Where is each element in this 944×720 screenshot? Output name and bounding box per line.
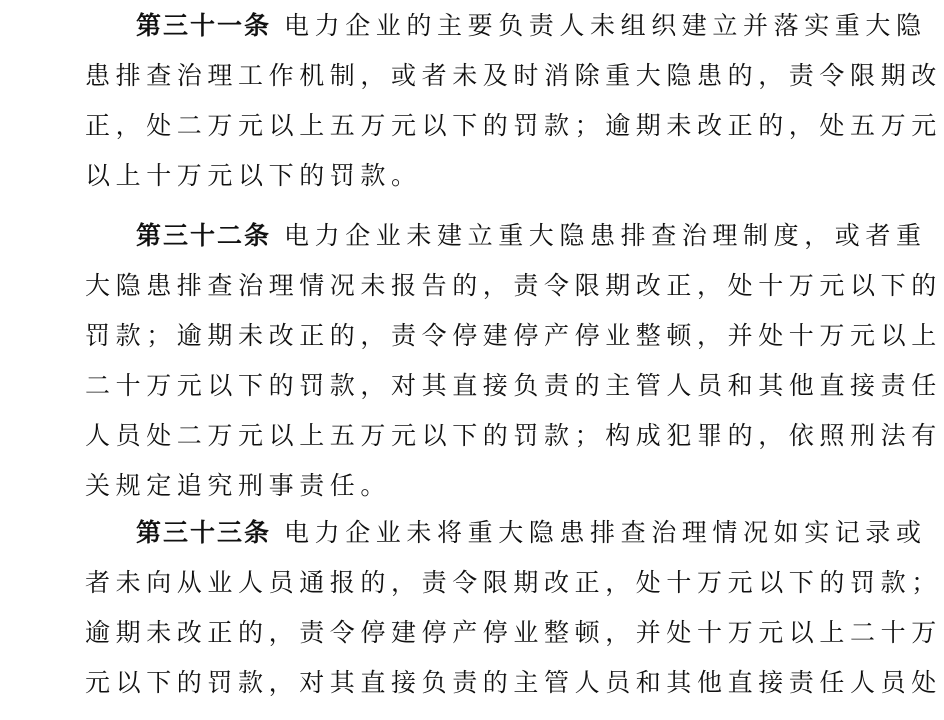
article-line (0, 7, 944, 45)
article-heading: 第三十二条 (136, 221, 272, 250)
article-line (0, 57, 944, 95)
article-heading: 第三十一条 (136, 11, 272, 40)
article-text: 者未向从业人员通报的，责令限期改正，处十万元以下的罚款； (85, 568, 942, 597)
article-line (0, 317, 944, 355)
article-text: 二十万元以下的罚款，对其直接负责的主管人员和其他直接责任 (85, 371, 942, 400)
article-text: 电力企业未建立重大隐患排查治理制度，或者重 (284, 221, 927, 250)
article-text: 逾期未改正的，责令停建停产停业整顿，并处十万元以上二十万 (85, 618, 942, 647)
article-line (0, 467, 944, 505)
article-line (0, 564, 944, 602)
article-line (0, 367, 944, 405)
article-line (0, 217, 944, 255)
article-text: 正，处二万元以上五万元以下的罚款；逾期未改正的，处五万元 (85, 111, 942, 140)
article-text: 以上十万元以下的罚款。 (85, 161, 422, 190)
article-text: 电力企业的主要负责人未组织建立并落实重大隐 (284, 11, 927, 40)
article-line (0, 614, 944, 652)
article-line (0, 664, 944, 702)
article-text: 大隐患排查治理情况未报告的，责令限期改正，处十万元以下的 (85, 271, 942, 300)
article-text: 罚款；逾期未改正的，责令停建停产停业整顿，并处十万元以上 (85, 321, 942, 350)
article-line (0, 157, 944, 195)
article-line (0, 417, 944, 455)
article-line (0, 514, 944, 552)
article-text: 元以下的罚款，对其直接负责的主管人员和其他直接责任人员处 (85, 668, 942, 697)
article-text: 电力企业未将重大隐患排查治理情况如实记录或 (284, 518, 927, 547)
article-text: 患排查治理工作机制，或者未及时消除重大隐患的，责令限期改 (85, 61, 942, 90)
article-heading: 第三十三条 (136, 518, 272, 547)
article-line (0, 267, 944, 305)
article-line (0, 107, 944, 145)
article-text: 关规定追究刑事责任。 (85, 471, 392, 500)
article-text: 人员处二万元以上五万元以下的罚款；构成犯罪的，依照刑法有 (85, 421, 942, 450)
